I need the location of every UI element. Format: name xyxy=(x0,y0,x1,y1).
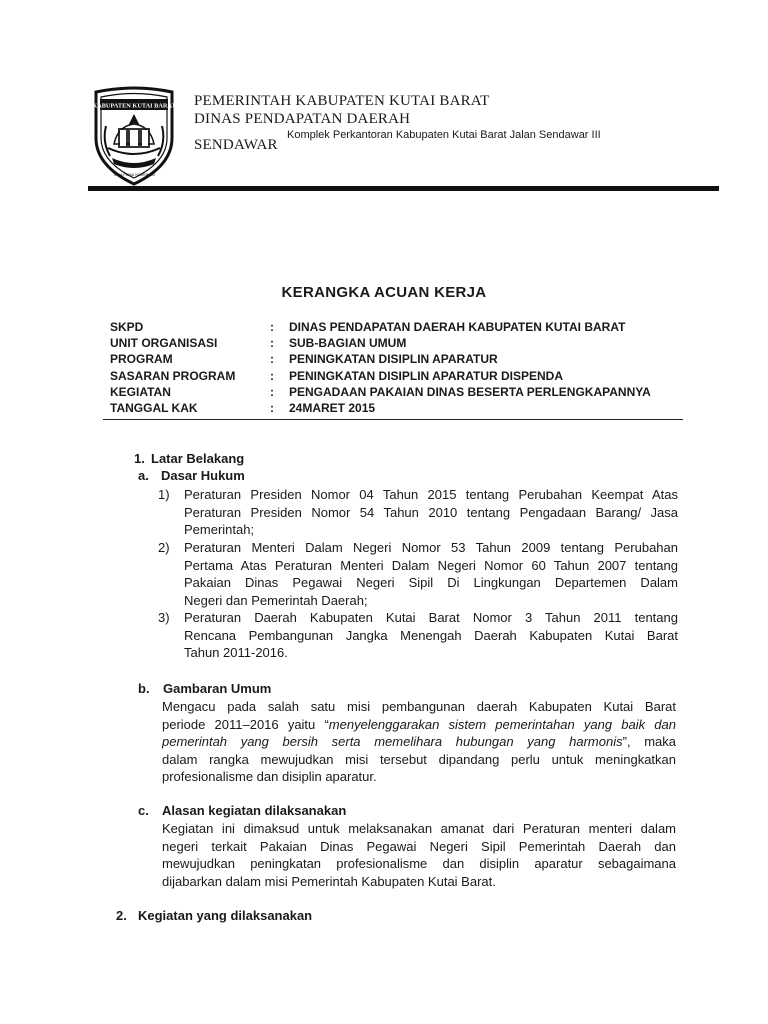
legal-basis-item-3 xyxy=(158,609,678,663)
emblem-banner-text: KABUPATEN KUTAI BARAT xyxy=(92,102,176,110)
info-value: SUB-BAGIAN UMUM xyxy=(289,336,407,350)
para-line: negeri terkait Pakaian Dinas Pegawai Negeri Sipil Pemerintah Daerah dan xyxy=(162,838,676,854)
info-value: 24MARET 2015 xyxy=(289,401,376,415)
doc-title: KERANGKA ACUAN KERJA xyxy=(281,284,487,301)
item-line: Tahun 2011-2016. xyxy=(184,645,288,661)
item-number: 2) xyxy=(158,540,170,555)
para-line: mewujudkan peningkatan profesionalisme dan disiplin aparatur sebagaimana xyxy=(162,856,676,872)
overview-paragraph xyxy=(162,698,676,786)
item-line: Peraturan Daerah Kabupaten Kutai Barat Nomor 3 Tahun 2011 tentang xyxy=(184,610,678,625)
item-line: Peraturan Presiden Nomor 54 Tahun 2010 tentang Pengadaan Barang/ Jasa xyxy=(184,504,678,520)
para-line xyxy=(162,733,676,751)
para-line: dalam rangka mewujudkan misi tersebut dipandang perlu untuk meningkatkan xyxy=(162,751,676,767)
item-line: Negeri dan Pemerintah Daerah; xyxy=(184,592,368,608)
para-line: profesionalisme dan disiplin aparatur. xyxy=(162,769,377,785)
section-number: 2. xyxy=(116,908,127,923)
item-line: Pertama Atas Peraturan Menteri Dalam Negeri Nomor 60 Tahun 2007 tentang xyxy=(184,557,678,573)
item-number: 3) xyxy=(158,610,170,625)
info-colon: : xyxy=(270,336,274,350)
subsection-letter: c. xyxy=(138,803,149,818)
para-text: periode 2011–2016 yaitu “ xyxy=(162,716,329,732)
item-line: Pemerintah; xyxy=(184,522,255,538)
para-text: ”, maka xyxy=(622,734,677,750)
info-label: SKPD xyxy=(110,320,144,334)
info-label: PROGRAM xyxy=(110,352,173,366)
para-line xyxy=(162,716,676,734)
subsection-title: Dasar Hukum xyxy=(161,468,245,483)
mission-quote: menyelenggarakan sistem pemerintahan yang baik dan xyxy=(328,716,676,732)
info-colon: : xyxy=(270,401,274,415)
item-line: Peraturan Menteri Dalam Negeri Nomor 53 Tahun 2009 tentang Perubahan xyxy=(184,540,678,555)
info-label: TANGGAL KAK xyxy=(110,401,198,415)
info-table-rule xyxy=(103,419,683,420)
item-number: 1) xyxy=(158,487,170,502)
header-rule xyxy=(88,186,719,191)
subsection-title: Alasan kegiatan dilaksanakan xyxy=(162,803,347,818)
emblem-motto-text: TANA PURAI NGERIMAN xyxy=(113,173,155,177)
legal-basis-item-2 xyxy=(158,539,678,611)
letterhead xyxy=(88,86,719,191)
para-line: Mengacu pada salah satu misi pembangunan daerah Kabupaten Kutai Barat xyxy=(162,699,676,714)
info-colon: : xyxy=(270,385,274,399)
info-colon: : xyxy=(270,320,274,334)
reason-paragraph xyxy=(162,820,676,890)
info-colon: : xyxy=(270,369,274,383)
item-line: Pakaian Dinas Pegawai Negeri Sipil Di Lingkungan Departemen Dalam xyxy=(184,575,678,591)
gov-name: PEMERINTAH KABUPATEN KUTAI BARAT xyxy=(194,93,490,109)
info-label: UNIT ORGANISASI xyxy=(110,336,218,350)
info-value: PENGADAAN PAKAIAN DINAS BESERTA PERLENGKAPANNYA xyxy=(289,385,651,399)
info-value: DINAS PENDAPATAN DAERAH KABUPATEN KUTAI BARAT xyxy=(289,320,626,334)
subsection-title: Gambaran Umum xyxy=(163,681,272,696)
info-value: PENINGKATAN DISIPLIN APARATUR DISPENDA xyxy=(289,369,564,383)
item-line: Peraturan Presiden Nomor 04 Tahun 2015 tentang Perubahan Keempat Atas xyxy=(184,487,678,502)
city: SENDAWAR xyxy=(194,137,278,153)
info-value: PENINGKATAN DISIPLIN APARATUR xyxy=(289,352,498,366)
subsection-letter: a. xyxy=(138,468,149,483)
agency-name: DINAS PENDAPATAN DAERAH xyxy=(194,111,411,127)
info-colon: : xyxy=(270,352,274,366)
para-line: dijabarkan dalam misi Pemerintah Kabupaten Kutai Barat. xyxy=(162,873,496,889)
section-title: Kegiatan yang dilaksanakan xyxy=(138,908,313,923)
legal-basis-item-1 xyxy=(158,486,678,540)
item-line: Rencana Pembangunan Jangka Menengah Daerah Kabupaten Kutai Barat xyxy=(184,627,678,643)
subsection-letter: b. xyxy=(138,681,150,696)
para-line: Kegiatan ini dimaksud untuk melaksanakan amanat dari Peraturan menteri dalam xyxy=(162,821,676,836)
info-label: SASARAN PROGRAM xyxy=(110,369,236,383)
section-number: 1. xyxy=(134,451,145,466)
info-label: KEGIATAN xyxy=(110,385,171,399)
mission-quote: pemerintah yang bersih serta memelihara hubungan yang harmonis xyxy=(162,734,623,750)
section-title: Latar Belakang xyxy=(151,451,245,466)
address: Komplek Perkantoran Kabupaten Kutai Barat Jalan Sendawar III xyxy=(287,129,601,141)
kutai-barat-emblem-icon xyxy=(88,86,180,186)
